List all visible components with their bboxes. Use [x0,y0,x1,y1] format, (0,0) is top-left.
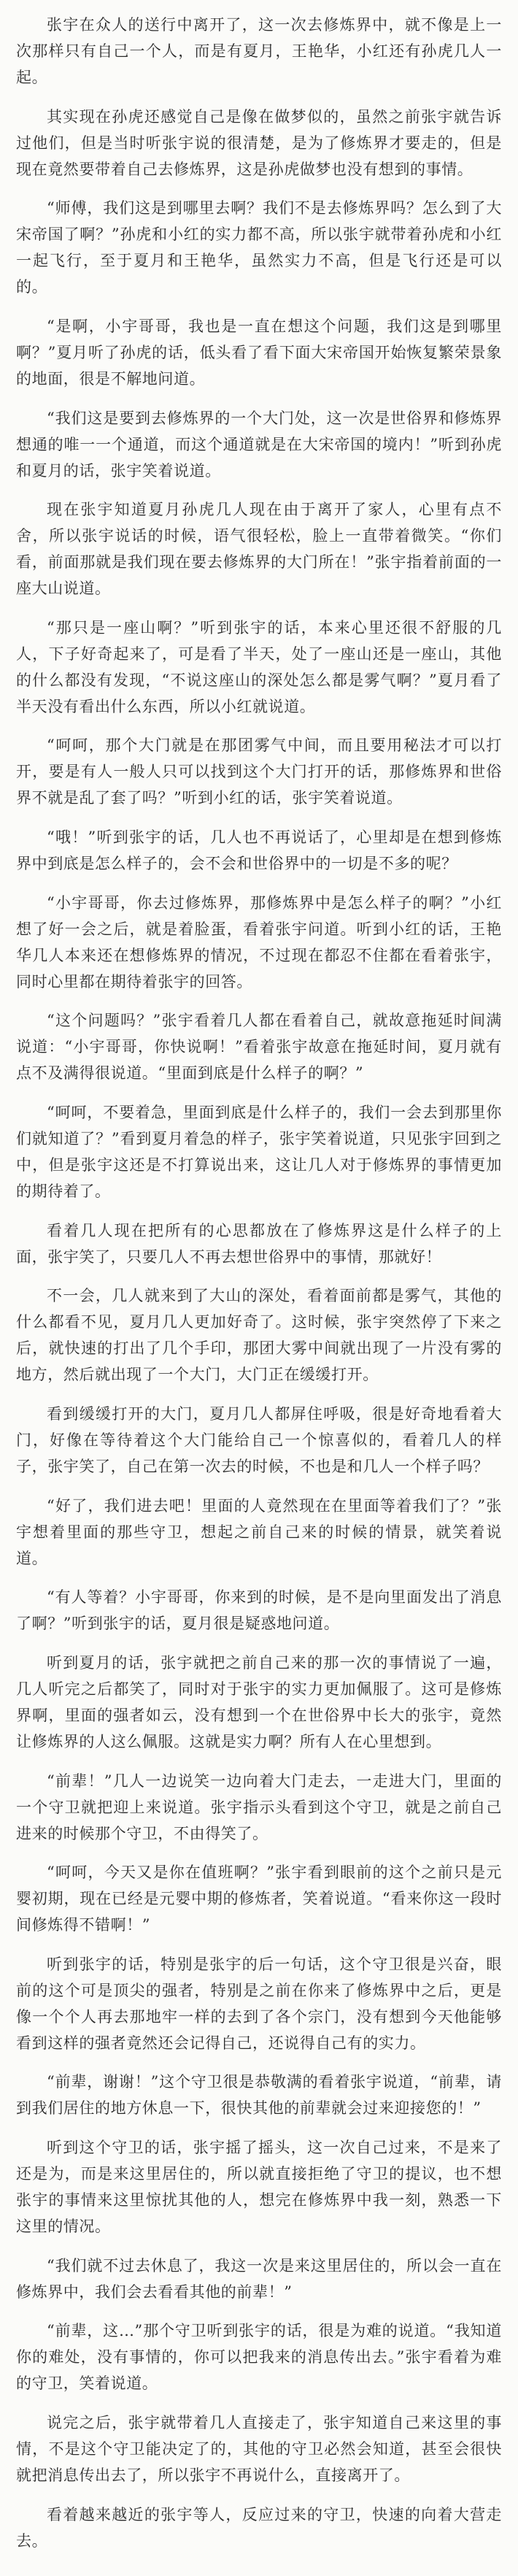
paragraph: “小宇哥哥，你去过修炼界，那修炼界中是怎么样子的啊？”小红想了好一会之后，就是着脸蛋，看着张宇问道。听到小红的话，王艳华几人本来还在想修炼界的情况，不过现在都忍不住都在看着张宇，同时心里都在期待着张宇的回答。 [16,893,502,991]
paragraph: “前辈！”几人一边说笑一边向着大门走去，一走进大门，里面的一个守卫就把迎上来说道。张宇指示头看到这个守卫，就是之前自己进来的时候那个守卫，不由得笑了。 [16,1772,502,1842]
paragraph: “前辈，这…”那个守卫听到张宇的话，很是为难的说道。“我知道你的难处，没有事情的，你可以把我来的消息传出去。”张宇看着为难的守卫，笑着说道。 [16,2322,502,2393]
paragraph: “那只是一座山啊？”听到张宇的话，本来心里还很不舒服的几人，下子好奇起来了，可是看了半天，处了一座山还是一座山，其他的什么都没有发现，“不说这座山的深处怎么都是雾气啊？”夏月看了半天没有看出什么东西，所以小红就说道。 [16,618,502,715]
paragraph: 听到张宇的话，特别是张宇的后一句话，这个守卫很是兴奋，眼前的这个可是顶尖的强者，特别是之前在你来了修炼界中之后，更是像一个个人再去那地牢一样的去到了各个宗门，没有想到今天他能够看到这样的强者竟然还会记得自己，还说得自己有的实力。 [16,1955,502,2052]
paragraph: 不一会，几人就来到了大山的深处，看着面前都是雾气，其他的什么都看不见，夏月几人更加好奇了。这时候，张宇突然停了下来之后，就快速的打出了几个手印，那团大雾中间就出现了一片没有雾的地方，然后就出现了一个大门，大门正在缓缓打开。 [16,1287,502,1384]
paragraph: 听到夏月的话，张宇就把之前自己来的那一次的事情说了一遍，几人听完之后都笑了，同时对于张宇的实力更加佩服了。这可是修炼界啊，里面的强者如云，没有想到一个在世俗界中长大的张宇，竟然让修炼界的人这么佩服。这就是实力啊？所有人在心里想到。 [16,1653,502,1750]
paragraph: 看着越来越近的张宇等人，反应过来的守卫，快速的向着大营走去。 [16,2505,502,2550]
paragraph: “哦！”听到张宇的话，几人也不再说话了，心里却是在想到修炼界中到底是怎么样子的，会不会和世俗界中的一切是不多的呢？ [16,828,502,873]
paragraph: “呵呵，今天又是你在值班啊？”张宇看到眼前的这个之前只是元婴初期，现在已经是元婴中期的修炼者，笑着说道。“看来你这一段时间修炼得不错啊！” [16,1864,502,1934]
paragraph: “好了，我们进去吧！里面的人竟然现在在里面等着我们了？”张宇想着里面的那些守卫，想起之前自己来的时候的情景，就笑着说道。 [16,1496,502,1567]
paragraph: 张宇在众人的送行中离开了，这一次去修炼界中，就不像是上一次那样只有自己一个人，而是有夏月，王艳华，小红还有孙虎几人一起。 [16,16,502,86]
paragraph: 听到这个守卫的话，张宇摇了摇头，这一次自己过来，不是来了还是为，而是来这里居住的，所以就直接拒绝了守卫的提议，也不想张宇的事情来这里惊扰其他的人，想完在修炼界中我一刻，熟悉一下这里的情况。 [16,2139,502,2236]
paragraph: “师傅，我们这是到哪里去啊？我们不是去修炼界吗？怎么到了大宋帝国了啊？”孙虎和小红的实力都不高，所以张宇就带着孙虎和小红一起飞行，至于夏月和王艳华，虽然实力不高，但是飞行还是可以的。 [16,199,502,296]
paragraph: “我们这是要到去修炼界的一个大门处，这一次是世俗界和修炼界想通的唯一一个通道，而这个通道就是在大宋帝国的境内！”听到孙虎和夏月的话，张宇笑着说道。 [16,409,502,480]
paragraph: 其实现在孙虎还感觉自己是像在做梦似的，虽然之前张宇就告诉过他们，但是当时听张宇说的很清楚，是为了修炼界才要走的，但是现在竟然要带着自己去修炼界，这是孙虎做梦也没有想到的事情。 [16,107,502,178]
paragraph: “有人等着？小宇哥哥，你来到的时候，是不是向里面发出了消息了啊？”听到张宇的话，夏月很是疑惑地问道。 [16,1588,502,1633]
paragraph: 说完之后，张宇就带着几人直接走了，张宇知道自己来这里的事情，不是这个守卫能决定了的，其他的守卫必然会知道，甚至会很快就把消息传出去了，所以张宇不再说什么，直接离开了。 [16,2414,502,2485]
paragraph: 现在张宇知道夏月孙虎几人现在由于离开了家人，心里有点不舍，所以张宇说话的时候，语气很轻松，脸上一直带着微笑。“你们看，前面那就是我们现在要去修炼界的大门所在！”张宇指着前面的一座大山说道。 [16,501,502,598]
paragraph: “是啊，小宇哥哥，我也是一直在想这个问题，我们这是到哪里啊？”夏月听了孙虎的话，低头看了看下面大宋帝国开始恢复繁荣景象的地面，很是不解地问道。 [16,317,502,388]
paragraph: 看着几人现在把所有的心思都放在了修炼界这是什么样子的上面，张宇笑了，只要几人不再去想世俗界中的事情，那就好！ [16,1221,502,1266]
paragraph: “前辈，谢谢！”这个守卫很是恭敬满的看着张宇说道，“前辈，请到我们居住的地方休息一下，很快其他的前辈就会过来迎接您的！” [16,2073,502,2118]
paragraph: “呵呵，不要着急，里面到底是什么样子的，我们一会去到那里你们就知道了？”看到夏月着急的样子，张宇笑着说道，只见张宇回到之中，但是张宇这还是不打算说出来，这让几人对于修炼界的事情更加的期待着了。 [16,1104,502,1201]
paragraph: “呵呵，那个大门就是在那团雾气中间，而且要用秘法才可以打开，要是有人一般人只可以找到这个大门打开的话，那修炼界和世俗界不就是乱了套了吗？”听到小红的话，张宇笑着说道。 [16,737,502,807]
paragraph: “这个问题吗？”张宇看着几人都在看着自己，就故意拖延时间满说道：“小宇哥哥，你快说啊！”看着张宇故意在拖延时间，夏月就有点不及满得很说道。“里面到底是什么样子的啊？” [16,1012,502,1083]
paragraph: “我们就不过去休息了，我这一次是来这里居住的，所以会一直在修炼界中，我们会去看看其他的前辈！” [16,2256,502,2301]
paragraph: 看到缓缓打开的大门，夏月几人都屏住呼吸，很是好奇地看着大门，好像在等待着这个大门能给自己一个惊喜似的，看着几人的样子，张宇笑了，自己在第一次去的时候，不也是和几人一个样子吗？ [16,1404,502,1475]
